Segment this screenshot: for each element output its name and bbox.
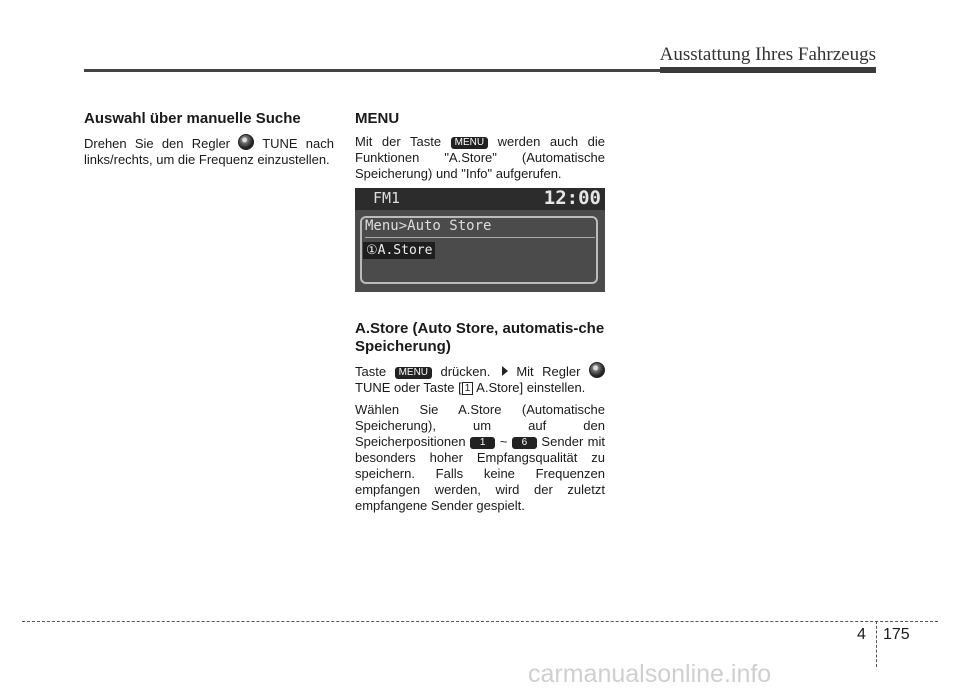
footer-rule — [22, 621, 938, 622]
tune-knob-icon — [238, 134, 254, 150]
chapter-number: 4 — [857, 626, 866, 643]
display-selected-item: ①A.Store — [363, 242, 435, 259]
preset-key-1-icon: 1 — [462, 382, 474, 395]
menu-text: Mit der Taste MENU werden auch die Funktionen "A.Store" (Automatische Speicherung) und "Info" aufgerufen. — [355, 134, 605, 181]
footer-divider — [876, 621, 877, 667]
preset-button-6-icon: 6 — [512, 437, 538, 449]
astore-instruction: Taste MENU drücken. Mit Regler TUNE oder Taste [ 1 A.Store] einstellen. — [355, 362, 605, 396]
display-band: FM1 — [373, 189, 401, 207]
arrow-right-icon — [502, 366, 508, 376]
watermark: carmanualsonline.info — [528, 660, 772, 688]
section-title: Ausstattung Ihres Fahrzeugs — [659, 44, 876, 65]
header-rule-accent — [660, 67, 876, 73]
manual-search-text: Drehen Sie den Regler TUNE nach links/rechts, um die Frequenz einzustellen. — [84, 136, 334, 167]
tune-knob-icon — [589, 362, 605, 378]
display-divider — [365, 237, 595, 238]
display-clock: 12:00 — [543, 187, 601, 209]
manual-search-section — [84, 110, 334, 174]
preset-button-1-icon: 1 — [470, 437, 496, 449]
menu-heading: MENU — [355, 110, 400, 127]
menu-section — [355, 110, 605, 520]
manual-search-heading: Auswahl über manuelle Suche — [84, 110, 301, 127]
page-number: 175 — [883, 626, 910, 643]
menu-button-icon: MENU — [451, 137, 488, 149]
astore-heading: A.Store (Auto Store, automatis-che Speicherung) — [355, 320, 605, 355]
radio-display-image — [355, 188, 605, 292]
display-menu-path: Menu>Auto Store — [365, 218, 492, 234]
astore-description: Wählen Sie A.Store (Automatische Speicherung), um auf den Speicherpositionen 1 ~ 6 Sender mit besonders hoher Empfangsqualität zu speichern. Falls keine Frequenzen empfangen werden, wird der zuletzt empfangene Sender gespielt. — [355, 402, 605, 513]
menu-button-icon: MENU — [395, 367, 432, 379]
